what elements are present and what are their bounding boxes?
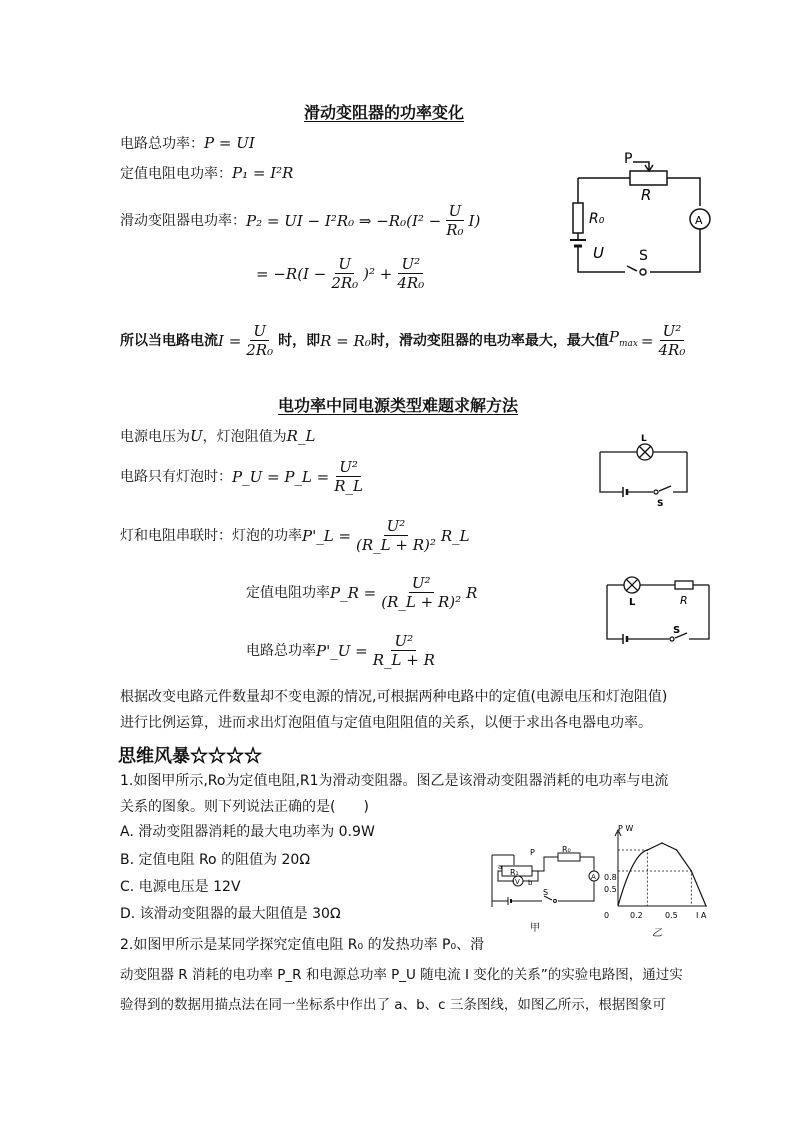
- fixed-resistor-power-line: [120, 163, 293, 184]
- source-voltage-line: [120, 426, 315, 447]
- jia-label-b: b: [528, 879, 533, 887]
- circuit3-label-s: S: [673, 625, 681, 636]
- series-lamp-frac-num: U²: [384, 517, 409, 536]
- data-point: [647, 849, 649, 851]
- series-lamp-formula: P'_L =: [302, 526, 352, 545]
- figure-yi-label: 乙: [652, 928, 662, 939]
- section2-title: 电功率中同电源类型难题求解方法: [278, 396, 519, 415]
- chart-yi: [604, 822, 722, 940]
- x-tick-0: 0: [604, 911, 610, 920]
- jia-label-r1: R₁: [510, 868, 519, 877]
- lamp-only-frac-num: U²: [336, 458, 361, 477]
- circuit1-label-r: R: [641, 186, 652, 204]
- series-circuit-diagram: [603, 575, 715, 647]
- line4-formula-b: )² +: [363, 264, 393, 283]
- fixed-resistor-power-label: 定值电阻电功率：: [120, 166, 232, 182]
- series-lamp-label: 灯和电阻串联时：灯泡的功率: [120, 527, 302, 544]
- jia-voltmeter-label: V: [515, 878, 520, 886]
- circuit-total-power-formula: P'_U =: [316, 641, 368, 660]
- total-power-line: [120, 133, 255, 154]
- x-tick-2: 0.5: [665, 911, 678, 920]
- conclusion-i: I =: [218, 331, 242, 350]
- chart-xlabel: I A: [696, 911, 707, 920]
- circuit-total-power-label: 电路总功率: [246, 642, 316, 659]
- y-tick-0: 0.5: [604, 885, 617, 894]
- brainstorm-heading: 思维风暴☆☆☆☆: [118, 746, 262, 767]
- conclusion-b: 时，即: [278, 332, 321, 349]
- conclusion-p-sub: max: [618, 339, 638, 349]
- lamp-only-line: [120, 458, 368, 495]
- circuit-jia-diagram: [488, 845, 606, 933]
- data-point: [691, 870, 693, 872]
- resistor-power-line: [246, 574, 477, 611]
- chart-ylabel: P W: [618, 824, 634, 833]
- conclusion-p: [609, 327, 638, 354]
- y-tick-1: 0.8: [604, 873, 617, 882]
- circuit2-label-s: S: [657, 499, 664, 507]
- option-a: A. 滑动变阻器消耗的最大电功率为 0.9W: [120, 824, 375, 840]
- jia-label-s: S: [543, 888, 549, 897]
- line1-u: U: [190, 427, 203, 445]
- conclusion-frac2-den: 4R₀: [658, 341, 686, 359]
- line4-frac-num: U: [335, 255, 354, 274]
- series-line-p-i: [618, 843, 706, 906]
- rheostat-frac-num: U: [446, 202, 465, 221]
- circuit1-label-r0: R₀: [589, 211, 605, 227]
- conclusion-frac-den: 2R₀: [246, 341, 274, 359]
- circuit-total-power-frac-num: U²: [391, 632, 416, 651]
- data-point: [676, 849, 678, 851]
- circuit2-label-l: L: [641, 434, 647, 444]
- jia-label-p: P: [530, 848, 535, 857]
- series-lamp-tail: R_L: [440, 526, 470, 545]
- rheostat-frac-den: R₀: [446, 221, 464, 239]
- line1-a: 电源电压为: [120, 429, 190, 445]
- conclusion-p-symbol: P: [608, 328, 619, 346]
- rheostat-power-line2: [256, 255, 429, 292]
- series-lamp-line: [120, 517, 470, 554]
- resistor-power-frac-den: (R_L + R)²: [381, 593, 462, 611]
- resistor-power-fraction: [378, 574, 464, 611]
- figure-jia-label: 甲: [530, 923, 540, 933]
- line4-fraction: [328, 255, 361, 292]
- rheostat-formula-b: I): [468, 211, 481, 230]
- conclusion-fraction2: [656, 322, 689, 359]
- chart-axes: [615, 830, 706, 906]
- rheostat-power-line: [120, 202, 480, 239]
- series-lamp-frac-den: (R_L + R)²: [356, 536, 436, 554]
- rheostat-formula-a: P₂ = UI − I²R₀ ⇒ −R₀(I² −: [246, 211, 442, 230]
- section1-title: 滑动变阻器的功率变化: [304, 103, 465, 122]
- conclusion-frac2-num: U²: [660, 322, 685, 341]
- jia-label-r0: R₀: [562, 845, 571, 854]
- conclusion-frac-num: U: [250, 322, 269, 341]
- line4-frac2-den: 4R₀: [397, 274, 425, 292]
- lamp-only-label: 电路只有灯泡时：: [120, 468, 232, 485]
- data-point: [705, 905, 707, 907]
- jia-ammeter-label: A: [591, 873, 596, 881]
- conclusion-a: 所以当电路电流: [120, 332, 218, 349]
- fixed-resistor-power-formula: P₁ = I²R: [232, 164, 294, 182]
- circuit1-label-s: S: [639, 248, 648, 264]
- lamp-only-fraction: [331, 458, 366, 495]
- conclusion-fraction: [243, 322, 276, 359]
- ammeter-label: A: [695, 214, 703, 227]
- total-power-label: 电路总功率：: [120, 136, 204, 152]
- rheostat-power-label: 滑动变阻器电功率：: [120, 212, 246, 229]
- total-power-formula: P = UI: [204, 134, 255, 152]
- rheostat-fraction: [443, 202, 466, 239]
- method-paragraph: 根据改变电路元件数量却不变电源的情况,可根据两种电路中的定值(电源电压和灯泡阻值)进行比例运算，进而求出灯泡阻值与定值电阻阻值的关系，以便于求出各电器电功率。: [120, 689, 668, 731]
- line4-frac2-num: U²: [398, 255, 423, 274]
- lamp-only-circuit-diagram: [595, 432, 695, 507]
- line4-frac-den: 2R₀: [331, 274, 359, 292]
- option-d: D. 该滑动变阻器的最大阻值是 30Ω: [120, 906, 341, 922]
- circuit-total-power-frac-den: R_L + R: [372, 651, 435, 669]
- resistor-power-label: 定值电阻功率: [246, 584, 330, 601]
- question1-text: 1.如图甲所示,Ro为定值电阻,R1为滑动变阻器。图乙是该滑动变阻器消耗的电功率与电流关系的图象。则下列说法正确的是( ): [120, 773, 669, 815]
- series-lamp-fraction: [353, 517, 439, 554]
- x-tick-1: 0.2: [630, 911, 643, 920]
- guide-0-8: [618, 850, 647, 906]
- conclusion-r: R = R₀: [320, 331, 371, 350]
- question2-line3: 验得到的数据用描点法在同一坐标系中作出了 a、b、c 三条图线，如图乙所示，根据图象可: [120, 997, 666, 1013]
- circuit-total-power-fraction: [370, 632, 438, 669]
- conclusion-c: 时，滑动变阻器的电功率最大，最大值: [370, 332, 609, 349]
- question2-line1: 2.如图甲所示是某同学探究定值电阻 R₀ 的发热功率 P₀、滑: [120, 937, 485, 953]
- line1-b: ，灯泡阻值为: [202, 429, 287, 445]
- lamp-only-frac-den: R_L: [334, 477, 363, 495]
- resistor-power-formula: P_R =: [330, 583, 377, 602]
- option-c: C. 电源电压是 12V: [120, 879, 241, 895]
- resistor-power-frac-num: U²: [409, 574, 434, 593]
- circuit1-label-p: P: [624, 151, 633, 167]
- jia-label-a: a: [498, 863, 503, 871]
- option-b: B. 定值电阻 Ro 的阻值为 20Ω: [120, 852, 311, 868]
- resistor-power-tail: R: [466, 583, 478, 602]
- max-power-conclusion: [120, 322, 690, 359]
- question2-line2: 动变阻器 R 消耗的电功率 P_R 和电源总功率 P_U 随电流 I 变化的关系”的实验电路图，通过实: [120, 967, 683, 983]
- rheostat-circuit-diagram: [565, 148, 720, 280]
- circuit1-label-u: U: [593, 244, 604, 262]
- lamp-only-formula: P_U = P_L =: [232, 467, 330, 486]
- line1-rl: R_L: [286, 427, 316, 445]
- data-point: [661, 842, 663, 844]
- guide-0-5: [618, 871, 691, 906]
- circuit-total-power-line: [246, 632, 440, 669]
- circuit3-label-l: L: [629, 597, 636, 608]
- chart-marks: [618, 842, 707, 907]
- line4-fraction2: [394, 255, 427, 292]
- conclusion-eq: =: [640, 331, 654, 350]
- circuit3-label-r: R: [680, 594, 688, 607]
- line4-formula-a: = −R(I −: [256, 264, 327, 283]
